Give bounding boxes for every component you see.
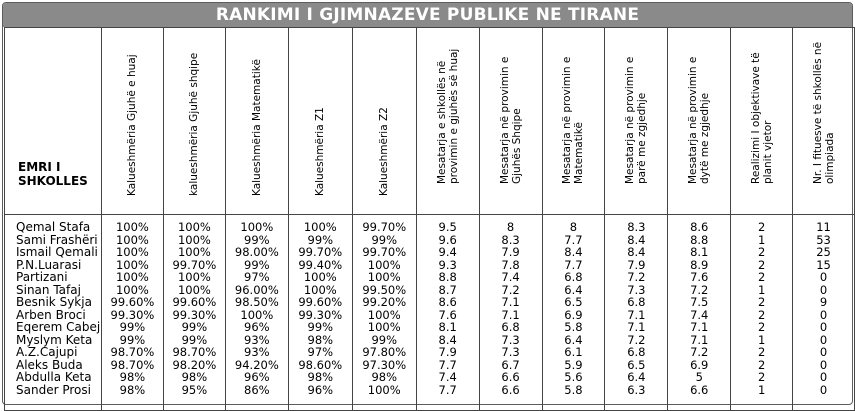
- value-cell: 7.6: [416, 309, 479, 322]
- header-col-7: [479, 28, 542, 215]
- value-cell: 11: [793, 215, 855, 234]
- school-name-cell: Sami Frashëri: [5, 234, 102, 247]
- value-cell: 98.60%: [288, 359, 352, 372]
- value-cell: 1: [731, 334, 793, 347]
- value-cell: 7.3: [479, 346, 542, 359]
- value-cell: 7.2: [668, 346, 731, 359]
- value-cell: 86%: [225, 384, 288, 411]
- header-col-3: [225, 28, 288, 215]
- value-cell: 97%: [288, 346, 352, 359]
- school-name-cell: P.N.Luarasi: [5, 259, 102, 272]
- value-cell: 0: [793, 321, 855, 334]
- header-label: Mesatarja në provimin e parë me zgjedhje: [624, 56, 649, 184]
- value-cell: 100%: [352, 271, 416, 284]
- school-name-cell: A.Z.Cajupi: [5, 346, 102, 359]
- school-name-cell: Besnik Sykja: [5, 296, 102, 309]
- value-cell: 99.40%: [288, 259, 352, 272]
- value-cell: 100%: [352, 384, 416, 411]
- value-cell: 96.00%: [225, 284, 288, 297]
- table-row: [5, 215, 855, 234]
- value-cell: 15: [793, 259, 855, 272]
- value-cell: 99.60%: [101, 296, 163, 309]
- value-cell: 97.80%: [352, 346, 416, 359]
- value-cell: 7.2: [668, 284, 731, 297]
- school-name-cell: Sinan Tafaj: [5, 284, 102, 297]
- value-cell: 99%: [352, 334, 416, 347]
- value-cell: 98%: [163, 371, 225, 384]
- value-cell: 8.8: [416, 271, 479, 284]
- value-cell: 25: [793, 246, 855, 259]
- header-school-name: [5, 28, 102, 215]
- school-name-cell: Abdulla Keta: [5, 371, 102, 384]
- value-cell: 2: [731, 215, 793, 234]
- value-cell: 7.3: [605, 284, 668, 297]
- table-row: [5, 371, 855, 384]
- table-row: [5, 384, 855, 411]
- header-school-label: EMRI I SHKOLLES: [18, 160, 88, 188]
- value-cell: 6.8: [605, 296, 668, 309]
- header-col-8: [542, 28, 605, 215]
- value-cell: 100%: [163, 234, 225, 247]
- header-col-11: [731, 28, 793, 215]
- school-name-cell: Arben Broci: [5, 309, 102, 322]
- value-cell: 8.6: [416, 296, 479, 309]
- school-name-cell: Eqerem Cabej: [5, 321, 102, 334]
- school-name-cell: Aleks Buda: [5, 359, 102, 372]
- value-cell: 2: [731, 296, 793, 309]
- value-cell: 98.70%: [163, 346, 225, 359]
- value-cell: 7.1: [668, 321, 731, 334]
- school-name-cell: Sander Prosi: [5, 384, 102, 411]
- header-col-4: [288, 28, 352, 215]
- value-cell: 7.5: [668, 296, 731, 309]
- value-cell: 98.20%: [163, 359, 225, 372]
- value-cell: 6.3: [605, 384, 668, 411]
- value-cell: 1: [731, 284, 793, 297]
- value-cell: 98%: [288, 371, 352, 384]
- header-label: Kalueshmëria Z1: [314, 107, 327, 196]
- title-bar: [3, 3, 852, 27]
- value-cell: 7.7: [542, 259, 605, 272]
- value-cell: 2: [731, 346, 793, 359]
- header-col-6: [416, 28, 479, 215]
- value-cell: 6.6: [479, 384, 542, 411]
- value-cell: 9.4: [416, 246, 479, 259]
- value-cell: 7.2: [605, 271, 668, 284]
- value-cell: 100%: [288, 271, 352, 284]
- value-cell: 97%: [225, 271, 288, 284]
- value-cell: 99.30%: [163, 309, 225, 322]
- value-cell: 99%: [225, 259, 288, 272]
- value-cell: 6.7: [479, 359, 542, 372]
- value-cell: 99.30%: [101, 309, 163, 322]
- value-cell: 100%: [163, 271, 225, 284]
- value-cell: 100%: [163, 284, 225, 297]
- value-cell: 94.20%: [225, 359, 288, 372]
- school-name-cell: Qemal Stafa: [5, 215, 102, 234]
- value-cell: 5.8: [542, 384, 605, 411]
- value-cell: 0: [793, 309, 855, 322]
- ranking-table: [4, 27, 855, 411]
- value-cell: 5.6: [542, 371, 605, 384]
- header-label: Mesatarja e shkollës në provimin e gjuhës së huaj: [435, 48, 460, 184]
- header-label: Kalueshmëria Z2: [378, 107, 391, 196]
- value-cell: 100%: [352, 321, 416, 334]
- value-cell: 8.1: [416, 321, 479, 334]
- value-cell: 100%: [352, 309, 416, 322]
- table-header: [5, 28, 855, 215]
- value-cell: 100%: [225, 309, 288, 322]
- value-cell: 6.5: [605, 359, 668, 372]
- header-col-2: [163, 28, 225, 215]
- value-cell: 99%: [163, 334, 225, 347]
- value-cell: 6.8: [542, 271, 605, 284]
- value-cell: 53: [793, 234, 855, 247]
- header-label: Kalueshmëria Gjuhë e huaj: [126, 54, 139, 196]
- value-cell: 98.00%: [225, 246, 288, 259]
- value-cell: 7.4: [479, 271, 542, 284]
- value-cell: 6.4: [542, 284, 605, 297]
- value-cell: 0: [793, 271, 855, 284]
- value-cell: 98%: [101, 371, 163, 384]
- value-cell: 7.6: [668, 271, 731, 284]
- value-cell: 5.9: [542, 359, 605, 372]
- value-cell: 7.7: [416, 359, 479, 372]
- value-cell: 100%: [101, 215, 163, 234]
- value-cell: 0: [793, 284, 855, 297]
- value-cell: 98.70%: [101, 359, 163, 372]
- table-row: [5, 246, 855, 259]
- value-cell: 96%: [288, 384, 352, 411]
- value-cell: 99.60%: [163, 296, 225, 309]
- value-cell: 0: [793, 346, 855, 359]
- table-row: [5, 296, 855, 309]
- value-cell: 1: [731, 384, 793, 411]
- value-cell: 7.1: [479, 296, 542, 309]
- value-cell: 8.4: [605, 246, 668, 259]
- table-row: [5, 271, 855, 284]
- value-cell: 99%: [288, 321, 352, 334]
- value-cell: 99%: [101, 334, 163, 347]
- value-cell: 7.2: [605, 334, 668, 347]
- value-cell: 100%: [101, 271, 163, 284]
- value-cell: 6.9: [542, 309, 605, 322]
- page-title: RANKIMI I GJIMNAZEVE PUBLIKE NE TIRANE: [215, 5, 640, 25]
- table-row: [5, 346, 855, 359]
- value-cell: 2: [731, 259, 793, 272]
- value-cell: 8.6: [668, 215, 731, 234]
- value-cell: 9.6: [416, 234, 479, 247]
- header-label: Kalueshmëria Matematikë: [250, 59, 263, 196]
- value-cell: 8.3: [479, 234, 542, 247]
- value-cell: 99%: [163, 321, 225, 334]
- value-cell: 100%: [288, 284, 352, 297]
- table-row: [5, 321, 855, 334]
- value-cell: 99%: [225, 234, 288, 247]
- value-cell: 9.5: [416, 215, 479, 234]
- value-cell: 6.1: [542, 346, 605, 359]
- value-cell: 99.30%: [288, 309, 352, 322]
- value-cell: 6.5: [542, 296, 605, 309]
- value-cell: 99%: [101, 321, 163, 334]
- value-cell: 99.70%: [352, 215, 416, 234]
- value-cell: 98%: [288, 334, 352, 347]
- value-cell: 100%: [101, 259, 163, 272]
- value-cell: 8.4: [542, 246, 605, 259]
- value-cell: 7.1: [479, 309, 542, 322]
- header-col-1: [101, 28, 163, 215]
- value-cell: 7.8: [479, 259, 542, 272]
- value-cell: 5.8: [542, 321, 605, 334]
- value-cell: 9.3: [416, 259, 479, 272]
- header-label: Nr. I fituesve të shkollës në olimpiada: [811, 41, 836, 184]
- value-cell: 6.9: [668, 359, 731, 372]
- value-cell: 100%: [101, 234, 163, 247]
- value-cell: 100%: [101, 246, 163, 259]
- value-cell: 7.9: [605, 259, 668, 272]
- value-cell: 99.70%: [163, 259, 225, 272]
- value-cell: 96%: [225, 321, 288, 334]
- value-cell: 99%: [352, 234, 416, 247]
- value-cell: 7.1: [668, 334, 731, 347]
- table-body: [5, 215, 855, 411]
- value-cell: 7.9: [479, 246, 542, 259]
- value-cell: 0: [793, 371, 855, 384]
- value-cell: 99%: [288, 234, 352, 247]
- value-cell: 7.4: [416, 371, 479, 384]
- header-col-12: [793, 28, 855, 215]
- value-cell: 8.1: [668, 246, 731, 259]
- value-cell: 100%: [101, 284, 163, 297]
- value-cell: 8.7: [416, 284, 479, 297]
- value-cell: 7.1: [605, 321, 668, 334]
- value-cell: 0: [793, 384, 855, 411]
- value-cell: 99.70%: [352, 246, 416, 259]
- value-cell: 100%: [163, 215, 225, 234]
- value-cell: 6.8: [605, 346, 668, 359]
- value-cell: 98.50%: [225, 296, 288, 309]
- value-cell: 2: [731, 371, 793, 384]
- value-cell: 97.30%: [352, 359, 416, 372]
- header-label: Mesatarja në provimin e Gjuhës Shqipe: [498, 56, 523, 184]
- value-cell: 100%: [225, 215, 288, 234]
- value-cell: 7.1: [605, 309, 668, 322]
- value-cell: 96%: [225, 371, 288, 384]
- school-name-cell: Partizani: [5, 271, 102, 284]
- header-label: kalueshmëria Gjuhë shqipe: [188, 52, 201, 196]
- value-cell: 95%: [163, 384, 225, 411]
- value-cell: 8.9: [668, 259, 731, 272]
- value-cell: 6.4: [542, 334, 605, 347]
- header-col-10: [668, 28, 731, 215]
- value-cell: 2: [731, 271, 793, 284]
- value-cell: 8.4: [416, 334, 479, 347]
- value-cell: 2: [731, 359, 793, 372]
- value-cell: 7.9: [416, 346, 479, 359]
- value-cell: 7.7: [542, 234, 605, 247]
- header-col-9: [605, 28, 668, 215]
- header-label: Mesatarja në provimin e dytë me zgjedhje: [687, 56, 712, 184]
- value-cell: 8.3: [605, 215, 668, 234]
- value-cell: 7.2: [479, 284, 542, 297]
- value-cell: 7.3: [479, 334, 542, 347]
- value-cell: 8.8: [668, 234, 731, 247]
- value-cell: 5: [668, 371, 731, 384]
- header-label: Realizimi I objektivave të planit vjetor: [749, 52, 774, 184]
- value-cell: 100%: [163, 246, 225, 259]
- value-cell: 9: [793, 296, 855, 309]
- value-cell: 100%: [288, 215, 352, 234]
- value-cell: 7.4: [668, 309, 731, 322]
- value-cell: 2: [731, 321, 793, 334]
- value-cell: 0: [793, 359, 855, 372]
- value-cell: 6.6: [479, 371, 542, 384]
- value-cell: 0: [793, 334, 855, 347]
- value-cell: 8: [542, 215, 605, 234]
- value-cell: 93%: [225, 334, 288, 347]
- value-cell: 99.60%: [288, 296, 352, 309]
- school-name-cell: Ismail Qemali: [5, 246, 102, 259]
- value-cell: 93%: [225, 346, 288, 359]
- value-cell: 6.8: [479, 321, 542, 334]
- value-cell: 7.7: [416, 384, 479, 411]
- school-name-cell: Myslym Keta: [5, 334, 102, 347]
- value-cell: 1: [731, 234, 793, 247]
- value-cell: 98.70%: [101, 346, 163, 359]
- value-cell: 98%: [101, 384, 163, 411]
- value-cell: 99.70%: [288, 246, 352, 259]
- value-cell: 2: [731, 309, 793, 322]
- value-cell: 99.20%: [352, 296, 416, 309]
- value-cell: 2: [731, 246, 793, 259]
- value-cell: 100%: [352, 259, 416, 272]
- header-col-5: [352, 28, 416, 215]
- value-cell: 98%: [352, 371, 416, 384]
- value-cell: 8: [479, 215, 542, 234]
- value-cell: 8.4: [605, 234, 668, 247]
- value-cell: 99.50%: [352, 284, 416, 297]
- header-label: Mesatarja në provimin e Matematikë: [561, 56, 586, 184]
- value-cell: 6.4: [605, 371, 668, 384]
- value-cell: 6.6: [668, 384, 731, 411]
